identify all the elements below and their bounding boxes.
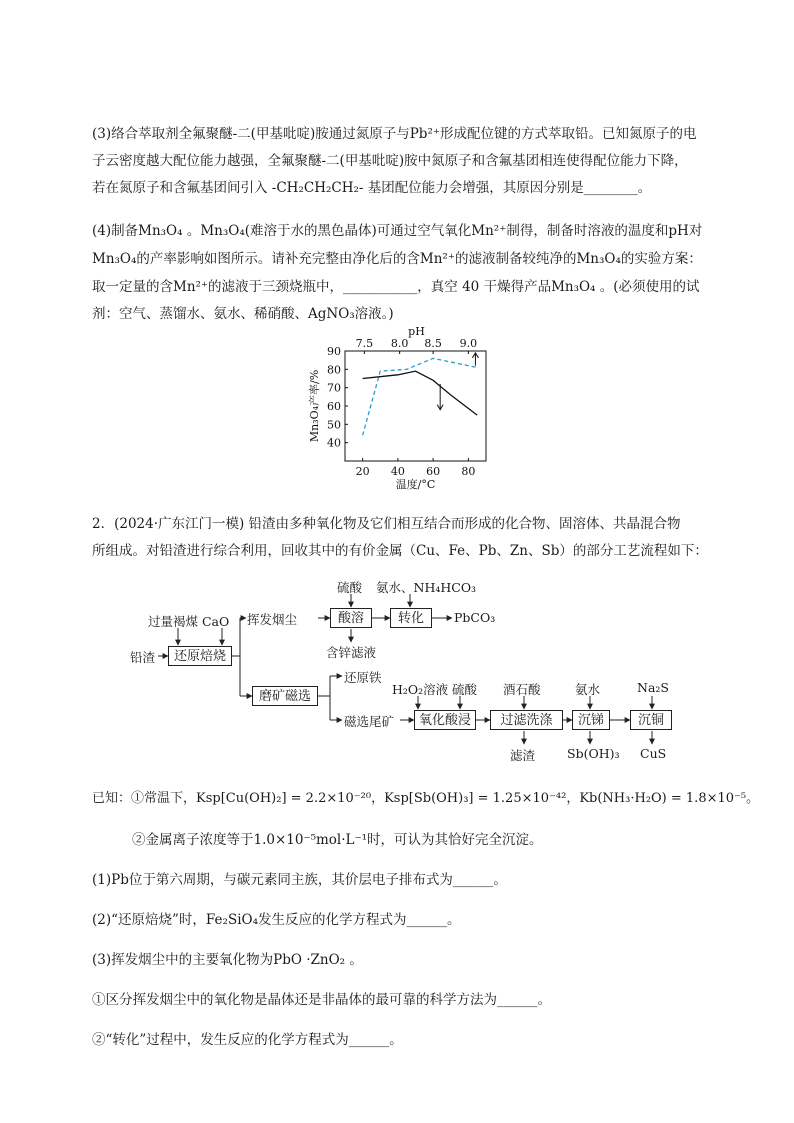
y-axis-label: Mn₃O₄产率/% <box>308 369 321 443</box>
known-line1: 已知：①常温下，Ksp[Cu(OH)₂] = 2.2×10⁻²⁰，Ksp[Sb(OH)₃] = 1.25×10⁻⁴²，Kb(NH₃·H₂O) = 1.8×10⁻⁵。 <box>92 791 760 806</box>
q4-line4: 剂：空气、蒸馏水、氨水、稀硝酸、AgNO₃溶液。) <box>92 306 394 322</box>
y-tick-label: 40 <box>327 436 341 450</box>
q3-line2: 子云密度越大配位能力越强，全氟聚醚-二(甲基吡啶)胺中氮原子和含氟基团相连使得配位能力下降， <box>92 153 688 169</box>
flow-ammonia-nh4: 氨水、NH₄HCO₃ <box>376 580 477 595</box>
y-tick-label: 90 <box>327 345 341 358</box>
flow-cu-ppt-box: 沉铜 <box>630 710 672 730</box>
q4-line2: Mn₃O₄的产率影响如图所示。请补充完整由净化后的含Mn²⁺的滤液制备较纯净的Mn₃O₄的实验方案： <box>92 251 702 267</box>
flow-na2s: Na₂S <box>637 680 669 695</box>
flow-h2o2: H₂O₂溶液 <box>392 682 449 697</box>
q3-line3: 若在氮原子和含氟基团间引入 -CH₂CH₂CH₂- 基团配位能力会增强，其原因分别是________。 <box>92 180 652 196</box>
flow-sb-ppt-box: 沉锑 <box>572 710 610 730</box>
x-tick-label: 20 <box>355 465 370 478</box>
flow-acid-leach-box: 酸溶 <box>330 608 372 628</box>
q4-line1: (4)制备Mn₃O₄ 。Mn₃O₄(难溶于水的黑色晶体)可通过空气氧化Mn²⁺制得，制备时溶液的温度和pH对 <box>92 223 703 239</box>
flow-smoke: 挥发烟尘 <box>247 612 298 627</box>
top-tick-label: 8.5 <box>424 337 442 350</box>
subq-3b: ②“转化”过程中，发生反应的化学方程式为______。 <box>92 1032 403 1048</box>
q2-line1: 2．(2024·广东江门一模) 铅渣由多种氧化物及它们相互结合而形成的化合物、固溶体、共晶混合物 <box>92 516 681 532</box>
flow-filter-wash-box: 过滤洗涤 <box>490 710 563 730</box>
q4-line3: 取一定量的含Mn²⁺的滤液于三颈烧瓶中，___________，真空 40 干燥得产品Mn₃O₄ 。(必须使用的试 <box>92 279 700 295</box>
flow-tartaric: 酒石酸 <box>503 682 541 697</box>
y-tick-label: 70 <box>327 381 341 395</box>
subq-1: (1)Pb位于第六周期，与碳元素同主族，其价层电子排布式为______。 <box>92 872 507 888</box>
flow-reduced-iron: 还原铁 <box>344 670 382 685</box>
subq-3a: ①区分挥发烟尘中的氧化物是晶体还是非晶体的最可靠的科学方法为______。 <box>92 992 551 1008</box>
flow-ammonia: 氨水 <box>575 682 601 697</box>
flow-sboh3: Sb(OH)₃ <box>567 746 620 761</box>
flow-start: 铅渣 <box>130 650 156 665</box>
flow-ox-leach-box: 氧化酸浸 <box>414 710 476 730</box>
flow-sulfuric2: 硫酸 <box>452 682 478 697</box>
flow-residue: 滤渣 <box>510 748 536 763</box>
flow-cus: CuS <box>640 746 667 761</box>
flow-sulfuric1: 硫酸 <box>337 580 363 595</box>
q2-line2: 所组成。对铅渣进行综合利用，回收其中的有价金属（Cu、Fe、Pb、Zn、Sb）的部分工艺流程如下： <box>92 543 708 559</box>
y-tick-label: 80 <box>327 363 341 377</box>
flow-mag-sep-box: 磨矿磁选 <box>252 686 318 706</box>
flow-convert-box: 转化 <box>390 608 432 628</box>
top-tick-label: 9.0 <box>459 337 478 350</box>
x-tick-label: 60 <box>426 465 441 478</box>
top-axis-label: pH <box>408 325 425 338</box>
subq-2: (2)“还原焙烧”时，Fe₂SiO₄发生反应的化学方程式为______。 <box>92 912 461 928</box>
q3-line1: (3)络合萃取剂全氟聚醚-二(甲基吡啶)胺通过氮原子与Pb²⁺形成配位键的方式萃取铅。已知氮原子的电 <box>92 126 697 142</box>
flow-zinc-filtrate: 含锌滤液 <box>326 645 377 660</box>
flow-roast-box: 还原焙烧 <box>168 646 232 666</box>
flow-pbco3: PbCO₃ <box>454 610 496 625</box>
subq-3: (3)挥发烟尘中的主要氧化物为PbO ·ZnO₂ 。 <box>92 952 363 968</box>
x-tick-label: 80 <box>461 465 476 478</box>
top-tick-label: 8.0 <box>390 337 409 350</box>
top-tick-label: 7.5 <box>355 337 374 350</box>
flow-tail: 磁选尾矿 <box>344 714 395 729</box>
flow-reagents-top: 过量褐煤 CaO <box>148 614 230 629</box>
y-tick-label: 50 <box>327 418 341 432</box>
x-tick-label: 40 <box>390 465 405 478</box>
known-line2: ②金属离子浓度等于1.0×10⁻⁵mol·L⁻¹时，可认为其恰好完全沉淀。 <box>132 832 543 848</box>
y-tick-label: 60 <box>327 400 341 413</box>
x-axis-label: 温度/°C <box>395 478 436 491</box>
